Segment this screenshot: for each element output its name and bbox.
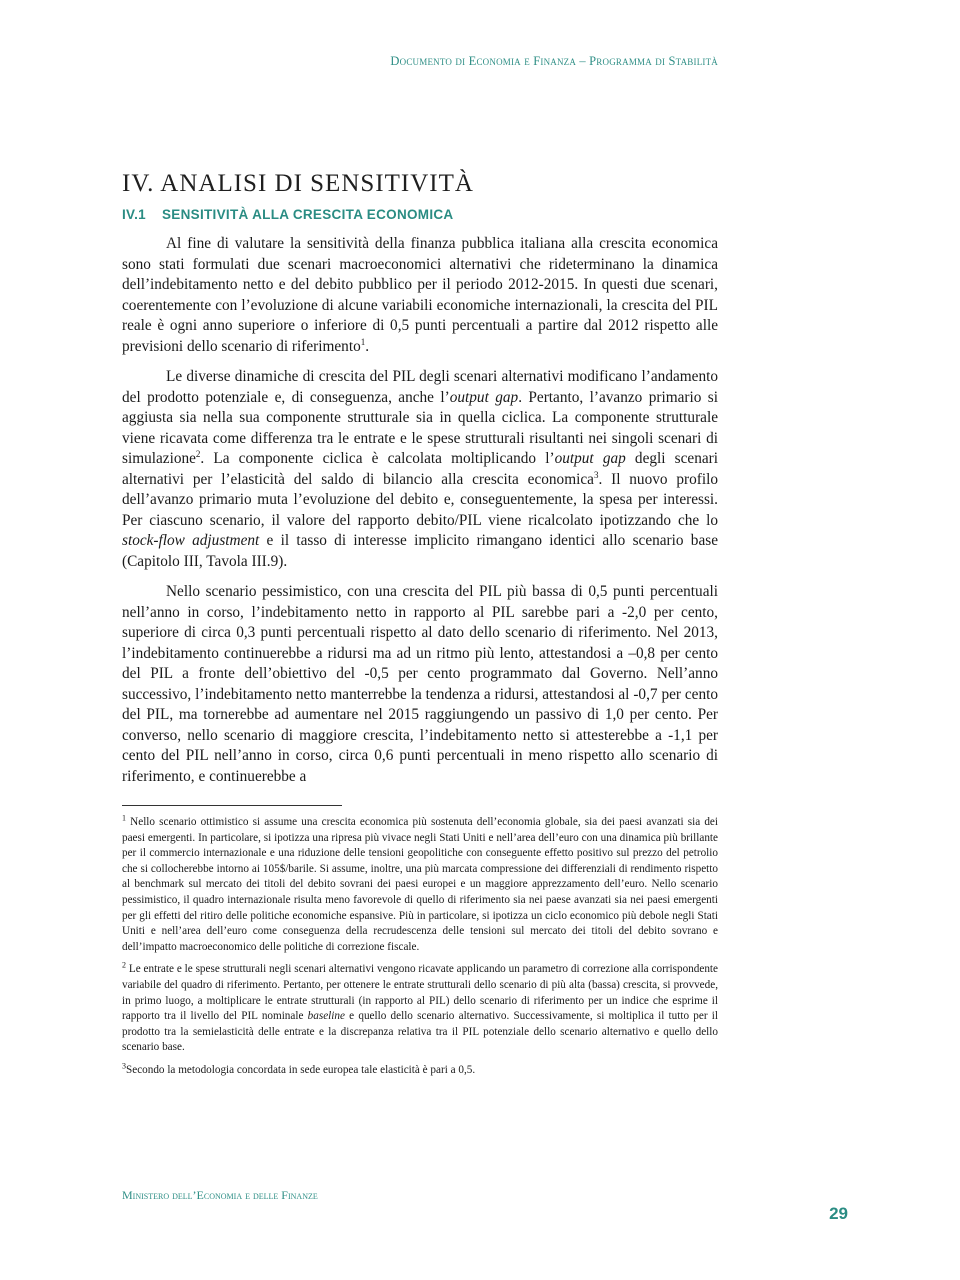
italic-term: output gap [449, 388, 519, 406]
section-heading [122, 207, 454, 222]
text-run: . La componente ciclica è calcolata moltiplicando l’ [200, 450, 555, 467]
text-run: Secondo la metodologia concordata in sede europea tale elasticità è pari a 0,5. [126, 1063, 476, 1076]
footnote-ref: 3 [122, 1061, 126, 1071]
text-run: e il tasso di interesse implicito rimangano identici allo scenario base (Capitolo III, Tavola III.9). [122, 532, 718, 570]
italic-term: baseline [307, 1010, 345, 1023]
italic-term: stock-flow adjustment [122, 532, 260, 549]
text-run: Nello scenario ottimistico si assume una crescita economica più sostenuta dell’economia globale, sia dei paesi avanzati sia dei paesi emergenti. In particolare, si ipotizza una ripresa più vivace negli Stati Uniti e nell’area dell’euro con una dinamica più brillante per il commercio internazionale e una riduzione delle tensioni geopolitiche con conseguente effetto positivo sul prezzo del petrolio che si collocherebbe intorno ai 105$/barile. Si assume, inoltre, una più marcata compressione dei differenziali di rendimento rispetto al benchmark sul mercato dei titoli del debito sovrani dei paesi europei e un maggiore apprezzamento dell’euro. Nello scenario pessimistico, il quadro internazionale risulta meno favorevole di quello di riferimento sia nei paese avanzati sia nei paesi emergenti per gli effetti del ritiro delle politiche economiche espansive. Più in particolare, si ipotizza un ciclo economico più debole negli Stati Uniti e nell’area dell’euro come conseguenza della recrudescenza delle tensioni sul mercato dei titoli del debito sovrano e dell’impatto macroeconomico delle politiche di correzione fiscale. [122, 816, 718, 953]
footnote-ref: 3 [593, 469, 599, 480]
running-footer: Ministero dell’Economia e delle Finanze [122, 1188, 318, 1202]
footnotes [122, 815, 718, 1086]
body-paragraph [122, 582, 718, 787]
footnote-ref: 1 [122, 813, 126, 823]
text-run: Nello scenario pessimistico, con una crescita del PIL più bassa di 0,5 punti percentuali nell’anno in corso, l’indebitamento netto in rapporto al PIL sarebbe pari a -2,0 per cento, superiore di circa 0,3 punti percentuali rispetto al dato dello scenario di riferimento. Nel 2013, l’indebitamento continuerebbe a ridursi ma ad un ritmo più lento, attestandosi a –0,8 per cento del PIL a fronte dell’obiettivo del -0,5 per cento programmato dal Governo. Nell’anno successivo, l’indebitamento netto manterrebbe la tendenza a ridursi, attestandosi al -0,7 per cento del PIL, ma tornerebbe ad aumentare nel 2015 raggiungendo un passivo di 1,0 per cento. Per converso, nello scenario di maggiore crescita, l’indebitamento netto si attesterebbe a -1,1 per cento del PIL nell’anno in corso, circa 0,6 punti percentuali in meno rispetto allo scenario di riferimento, e continuerebbe a [122, 583, 718, 785]
text-run: e quello dello scenario alternativo. Successivamente, si moltiplica il tutto per il prodotto tra la semielasticità delle entrate e la discrepanza relativa tra il PIL potenziale dello scenario alternativo e quello dello scenario base. [122, 1010, 719, 1054]
footnote [122, 962, 718, 1056]
body-text [122, 234, 718, 797]
body-paragraph [122, 234, 718, 357]
footnote-ref: 1 [360, 336, 366, 347]
text-run: . Pertanto, l’avanzo primario si aggiusta sia nella sua componente strutturale sia in quella ciclica. La componente strutturale viene ricavata come differenza tra le entrate e le spese strutturali risultanti nei singoli scenari di simulazione [122, 388, 718, 467]
text-run: Al fine di valutare la sensitività della finanza pubblica italiana alla crescita economica sono stati formulati due scenari macroeconomici alternativi che rideterminano la dinamica dell’indebitamento netto e del debito pubblico per il periodo 2012-2015. In questi due scenari, coerentemente con l’evoluzione di alcune variabili economiche internazionali, la crescita del PIL reale è ogni anno superiore o inferiore di 0,5 punti percentuali a partire dal 2012 rispetto alle previsioni dello scenario di riferimento [122, 235, 718, 355]
text-run: . [365, 337, 370, 355]
section-number: IV.1 [122, 207, 146, 222]
text-run: Le diverse dinamiche di crescita del PIL degli scenari alternativi modificano l’andamento del prodotto potenziale e, di conseguenza, anche l’ [122, 368, 718, 406]
footnote [122, 815, 718, 955]
text-run: degli scenari alternativi per l’elasticità del saldo di bilancio alla crescita economica [122, 450, 718, 488]
footnote-ref: 2 [122, 960, 126, 970]
italic-term: output gap [554, 450, 626, 467]
running-header: Documento di Economia e Finanza – Programma di Stabilità [390, 54, 718, 68]
page-number: 29 [829, 1204, 848, 1223]
text-run: . Il nuovo profilo dell’avanzo primario muta l’evoluzione del debito e, conseguentemente, la spesa per interessi. Per ciascuno scenario, il valore del rapporto debito/PIL viene ricalcolato ipotizzando che lo [122, 470, 718, 529]
body-paragraph [122, 367, 718, 572]
footnote-ref: 2 [195, 448, 201, 459]
section-title: SENSITIVITÀ ALLA CRESCITA ECONOMICA [161, 207, 454, 222]
chapter-title: IV. ANALISI DI SENSITIVITÀ [122, 170, 474, 197]
text-run: Le entrate e le spese strutturali negli scenari alternativi vengono ricavate applicando un parametro di correzione alla corrispondente variabile del quadro di riferimento. Pertanto, per ottenere le entrate strutturali dello scenario di più alta (bassa) crescita, si provvede, in primo luogo, a moltiplicare le entrate strutturali (in rapporto al PIL) dello scenario di riferimento per un indice che esprime il rapporto tra il livello del PIL nominale [122, 963, 718, 1023]
footnote [122, 1063, 718, 1079]
footnote-divider [122, 805, 342, 806]
